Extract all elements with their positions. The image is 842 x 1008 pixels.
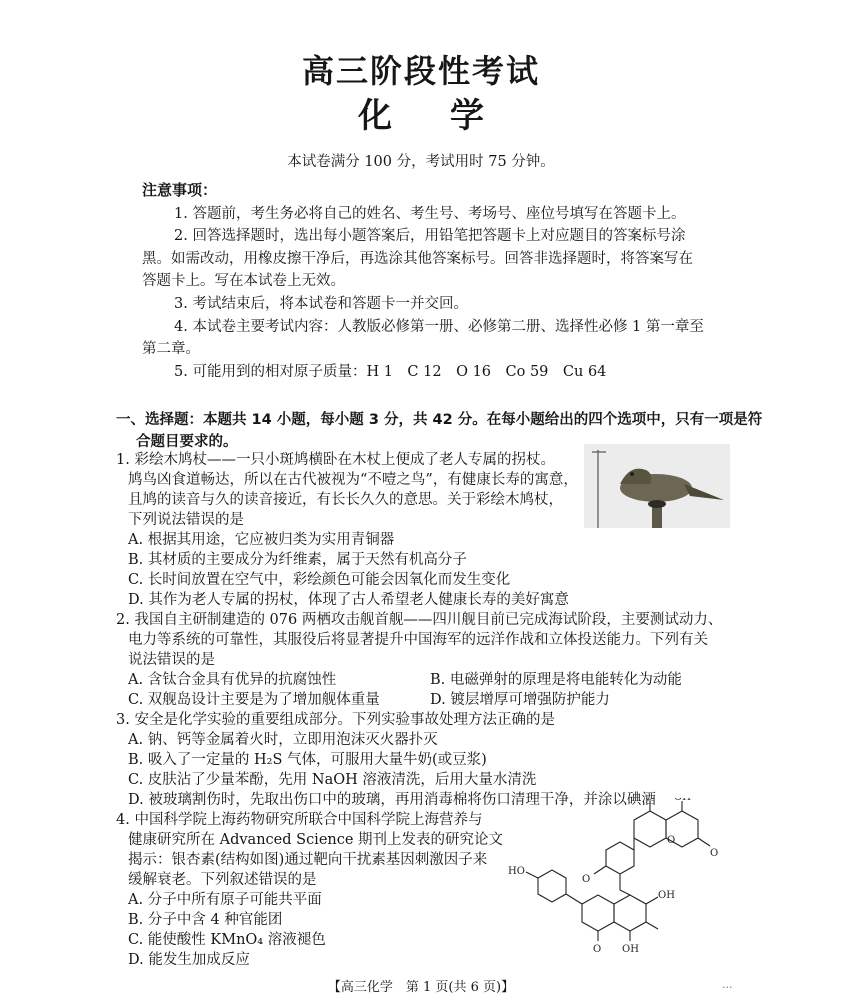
q2-stem: 说法错误的是 xyxy=(128,652,215,668)
q1-option-b: B. 其材质的主要成分为纤维素，属于天然有机高分子 xyxy=(128,552,467,568)
q1-stem: 鸠鸟凶食道畅达，所以在古代被视为“不噎之鸟”，有健康长寿的寓意， xyxy=(128,472,578,488)
note-line: 1. 答题前，考生务必将自己的姓名、考生号、考场号、座位号填写在答题卡上。 xyxy=(174,206,686,222)
q4-stem: 健康研究所在 Advanced Science 期刊上发表的研究论文 xyxy=(128,832,504,848)
section-heading-cont: 合题目要求的。 xyxy=(136,434,238,450)
q1-option-d: D. 其作为老人专属的拐杖，体现了古人希望老人健康长寿的美好寓意 xyxy=(128,592,569,608)
structure-label: O xyxy=(582,874,591,885)
note-line: 答题卡上。写在本试卷上无效。 xyxy=(142,273,345,289)
q1-stem: 下列说法错误的是 xyxy=(128,512,244,528)
corner-mark: ... xyxy=(722,978,733,991)
q1-stem: 1. 彩绘木鸠杖——一只小斑鸠横卧在木杖上便成了老人专属的拐杖。 xyxy=(116,452,555,468)
q3-option-d: D. 被玻璃割伤时，先取出伤口中的玻璃，再用消毒棉将伤口清理干净，并涂以碘酒 xyxy=(128,792,656,808)
q2-option-b: B. 电磁弹射的原理是将电能转化为动能 xyxy=(430,672,682,688)
q2-option-a: A. 含钛合金具有优异的抗腐蚀性 xyxy=(128,672,337,688)
ginkgetin-structure xyxy=(508,798,722,966)
notes-heading: 注意事项： xyxy=(142,181,218,199)
q1-stem: 且鸠的读音与久的读音接近，有长长久久的意思。关于彩绘木鸠杖， xyxy=(128,492,563,508)
structure-label: O xyxy=(667,835,676,846)
q3-option-b: B. 吸入了一定量的 H₂S 气体，可服用大量牛奶(或豆浆) xyxy=(128,752,487,768)
note-line: 2. 回答选择题时，选出每小题答案后，用铅笔把答题卡上对应题目的答案标号涂 xyxy=(174,228,686,244)
q3-option-a: A. 钠、钙等金属着火时，立即用泡沫灭火器扑灭 xyxy=(128,732,438,748)
note-line: 3. 考试结束后，将本试卷和答题卡一并交回。 xyxy=(174,296,468,312)
q4-stem: 4. 中国科学院上海药物研究所联合中国科学院上海营养与 xyxy=(116,812,483,828)
q2-stem: 电力等系统的可靠性，其服役后将显著提升中国海军的远洋作战和立体投送能力。下列有关 xyxy=(128,632,708,648)
q4-stem: 缓解衰老。下列叙述错误的是 xyxy=(128,872,317,888)
section-heading: 一、选择题：本题共 14 小题，每小题 3 分，共 42 分。在每小题给出的四个选项中，只有一项是符 xyxy=(116,412,763,428)
structure-label: OH xyxy=(658,890,675,901)
q1-option-c: C. 长时间放置在空气中，彩绘颜色可能会因氧化而发生变化 xyxy=(128,572,511,588)
structure-label: O xyxy=(710,848,719,859)
q4-option-a: A. 分子中所有原子可能共平面 xyxy=(128,892,322,908)
exam-info: 本试卷满分 100 分，考试用时 75 分钟。 xyxy=(287,154,555,170)
structure-label xyxy=(645,798,653,803)
subject-title: 化学 xyxy=(358,96,542,136)
q4-stem: 揭示：银杏素(结构如图)通过靶向干扰素基因刺激因子来 xyxy=(128,852,488,868)
structure-label: OH xyxy=(622,944,639,955)
note-line: 第二章。 xyxy=(142,341,200,357)
q2-stem: 2. 我国自主研制建造的 076 两栖攻击舰首舰——四川舰目前已完成海试阶段，主要测试动力、 xyxy=(116,612,723,628)
bird-staff-photo xyxy=(584,444,730,528)
note-line: 5. 可能用到的相对原子质量：H 1 C 12 O 16 Co 59 Cu 64 xyxy=(174,364,607,380)
q4-option-b: B. 分子中含 4 种官能团 xyxy=(128,912,283,928)
structure-label: O xyxy=(593,944,602,955)
note-line: 4. 本试卷主要考试内容：人教版必修第一册、必修第二册、选择性必修 1 第一章至 xyxy=(174,319,704,335)
structure-label: HO xyxy=(508,866,525,877)
q1-option-a: A. 根据其用途，它应被归类为实用青铜器 xyxy=(128,532,395,548)
q4-option-c: C. 能使酸性 KMnO₄ 溶液褪色 xyxy=(128,932,326,948)
page-footer: 【高三化学 第 1 页(共 6 页)】 xyxy=(327,980,515,995)
structure-label xyxy=(674,798,691,803)
q3-stem: 3. 安全是化学实验的重要组成部分。下列实验事故处理方法正确的是 xyxy=(116,712,555,728)
exam-title: 高三阶段性考试 xyxy=(301,52,540,90)
q2-option-d: D. 镀层增厚可增强防护能力 xyxy=(430,692,610,708)
q3-option-c: C. 皮肤沾了少量苯酚，先用 NaOH 溶液清洗，后用大量水清洗 xyxy=(128,772,537,788)
q2-option-c: C. 双舰岛设计主要是为了增加舰体重量 xyxy=(128,692,380,708)
note-line: 黑。如需改动，用橡皮擦干净后，再选涂其他答案标号。回答非选择题时，将答案写在 xyxy=(142,251,693,267)
q4-option-d: D. 能发生加成反应 xyxy=(128,952,250,968)
